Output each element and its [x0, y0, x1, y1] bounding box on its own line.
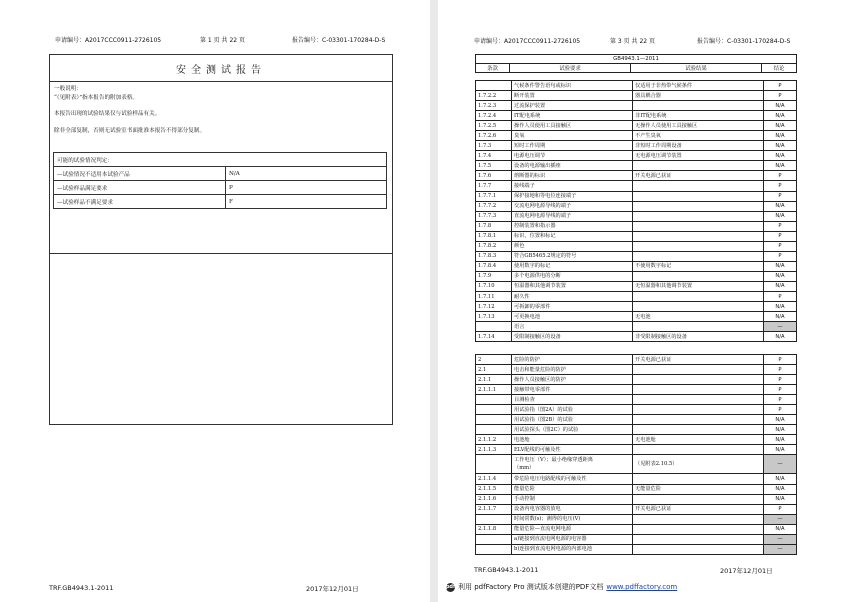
clause-number: 1.7.3 [476, 141, 512, 151]
requirement-text: 恒温器和其他调节装置 [512, 281, 633, 291]
clause-number [476, 514, 512, 524]
report-title: 安全测试报告 [50, 55, 392, 82]
clause-number: 1.7.2.5 [476, 121, 512, 131]
table-row [476, 455, 797, 474]
table-row [476, 251, 797, 261]
clause-number: 1.7.8.1 [476, 231, 512, 241]
result-text [633, 231, 764, 241]
footer-date: 2017年12月01日 [306, 585, 359, 593]
verdict-cell: P [764, 365, 797, 375]
table-row [476, 271, 797, 281]
clause-number [476, 415, 512, 425]
standard-name: GB4943.1—2011 [476, 55, 797, 64]
table-row [54, 181, 387, 195]
result-text [633, 291, 764, 301]
requirement-text: 可更换电池 [512, 312, 633, 322]
table-row [476, 261, 797, 271]
result-text: 器具耦合器 [633, 91, 764, 101]
verdict-cell: P [764, 241, 797, 251]
column-header-verdict: 结论 [762, 64, 797, 73]
clause-number [476, 455, 512, 474]
result-text: 无能量危险 [633, 484, 764, 494]
result-text: 无恒温器和其他调节装置 [633, 281, 764, 291]
table-row [476, 332, 797, 342]
result-text [633, 425, 764, 435]
standard-header-table [475, 54, 797, 73]
requirement-text: 电击和能量危险的防护 [512, 365, 633, 375]
verdict-code: P [226, 181, 387, 195]
pdffactory-logo-icon: pdf [445, 584, 456, 590]
verdict-cell: N/A [764, 312, 797, 322]
clause-number: 1.7.14 [476, 332, 512, 342]
table-row [476, 161, 797, 171]
column-header-requirement: 试验要求 [510, 64, 631, 73]
requirement-text [512, 455, 633, 474]
verdict-cell: N/A [764, 435, 797, 445]
result-text [633, 395, 764, 405]
result-text [633, 544, 764, 554]
result-text [633, 211, 764, 221]
requirement-text: 操作人员接触区的防护 [512, 375, 633, 385]
clause-number [476, 395, 512, 405]
table-row [476, 131, 797, 141]
verdict-cell: N/A [764, 111, 797, 121]
column-header-result: 试验结果 [631, 64, 762, 73]
page-number: 第 1 页 共 22 页 [200, 37, 245, 44]
verdict-cell: N/A [764, 302, 797, 312]
requirement-text: 过流保护装置 [512, 101, 633, 111]
note-line: “（见附表）”指本报告的附加表格。 [54, 94, 139, 101]
requirement-text: 设备内电容器的放电 [512, 504, 633, 514]
verdict-cell: N/A [764, 141, 797, 151]
table-row [476, 302, 797, 312]
requirement-text: 时间常数(s)；测得的电压(V) [512, 514, 633, 524]
table-row [476, 191, 797, 201]
clause-number: 1.7.2.6 [476, 131, 512, 141]
clause-number: 2.1.1.2 [476, 435, 512, 445]
clause-number: 1.7.7.1 [476, 191, 512, 201]
result-text [633, 474, 764, 484]
verdict-code: N/A [226, 167, 387, 181]
result-text [633, 161, 764, 171]
pdffactory-link[interactable]: www.pdffactory.com [606, 583, 678, 591]
verdict-code: F [226, 195, 387, 209]
verdict-cell: N/A [764, 131, 797, 141]
clause-table-1 [475, 80, 797, 342]
requirement-text: 手动控制 [512, 494, 633, 504]
requirement-text: 带危险电压电路配线的可触及性 [512, 474, 633, 484]
clause-number: 1.7.12 [476, 302, 512, 312]
table-row [476, 181, 797, 191]
clause-number: 2.1.1.5 [476, 484, 512, 494]
verdict-cell: N/A [764, 261, 797, 271]
requirement-text: 断开装置 [512, 91, 633, 101]
clause-number: 2.1.1.3 [476, 445, 512, 455]
verdict-cell: P [764, 191, 797, 201]
verdict-cell: P [764, 375, 797, 385]
requirement-text: 受限制接触区的设备 [512, 332, 633, 342]
requirement-text: 电源电压调节 [512, 151, 633, 161]
verdict-legend-table [53, 152, 387, 209]
table-row [476, 312, 797, 322]
requirement-text: 设备的电源输出插座 [512, 161, 633, 171]
result-text [633, 375, 764, 385]
requirement-text: ELV配线的可触及性 [512, 445, 633, 455]
table-row [476, 91, 797, 101]
requirement-text: 气候条件警告语句或标识 [512, 81, 633, 91]
result-text: 开关电源已获证 [633, 504, 764, 514]
verdict-cell: N/A [764, 425, 797, 435]
clause-number: 2.1.1 [476, 375, 512, 385]
requirement-text: 危险的防护 [512, 355, 633, 365]
pdf-watermark-text: 利用 pdfFactory Pro 测试版本创建的PDF文档 [458, 583, 604, 591]
table-row [476, 504, 797, 514]
clause-number: 1.7.13 [476, 312, 512, 322]
result-text [633, 191, 764, 201]
table-row [476, 355, 797, 365]
clause-table-2 [475, 354, 797, 555]
verdict-label: —试验情况不适用本试验产品 [54, 167, 226, 181]
requirement-text: 使用数字的标记 [512, 261, 633, 271]
result-text: 不使用数字标记 [633, 261, 764, 271]
requirement-text: 语言 [512, 322, 633, 332]
clause-number: 1.7.2.4 [476, 111, 512, 121]
result-text [633, 271, 764, 281]
verdict-cell: P [764, 171, 797, 181]
footer-form-code: TRF.GB4943.1-2011 [49, 584, 114, 592]
requirement-text: 耐久性 [512, 291, 633, 301]
clause-number: 1.7.8.4 [476, 261, 512, 271]
application-number: 申请编号：A2017CCC0911-2726105 [55, 37, 162, 44]
table-row [476, 385, 797, 395]
verdict-cell: P [764, 395, 797, 405]
verdict-label: —试验样品满足要求 [54, 181, 226, 195]
table-row [476, 534, 797, 544]
verdict-cell: N/A [764, 332, 797, 342]
clause-number: 1.7.11 [476, 291, 512, 301]
result-text: 无电源电压调节装置 [633, 151, 764, 161]
result-text: 开关电源已获证 [633, 355, 764, 365]
table-row [476, 544, 797, 554]
requirement-text: b)连接到直流电网电源的内部电池 [512, 544, 633, 554]
result-text: 非短时工作周期设备 [633, 141, 764, 151]
table-row [476, 141, 797, 151]
requirement-text: 保护接地和等电位连接端子 [512, 191, 633, 201]
divider [50, 253, 392, 254]
requirement-text: 可拆卸的零部件 [512, 302, 633, 312]
verdict-cell: P [764, 91, 797, 101]
requirement-text: 目测检查 [512, 395, 633, 405]
clause-number: 2.1.1.8 [476, 524, 512, 534]
result-text [633, 251, 764, 261]
verdict-cell: N/A [764, 211, 797, 221]
table-row [476, 211, 797, 221]
verdict-cell: P [764, 231, 797, 241]
result-text [633, 101, 764, 111]
result-text [633, 534, 764, 544]
verdict-cell: N/A [764, 415, 797, 425]
requirement-text: 熔断器的标识 [512, 171, 633, 181]
table-row [476, 474, 797, 484]
table-row [476, 435, 797, 445]
verdict-cell: N/A [764, 201, 797, 211]
table-row [476, 484, 797, 494]
table-row [476, 171, 797, 181]
table-row [476, 375, 797, 385]
clause-number: 1.7.10 [476, 281, 512, 291]
result-text [633, 302, 764, 312]
requirement-line: （mm） [514, 465, 535, 472]
clause-number: 1.7.8.3 [476, 251, 512, 261]
table-row [476, 151, 797, 161]
verdict-cell: P [764, 405, 797, 415]
result-text [633, 322, 764, 332]
verdict-label: —试验样品不满足要求 [54, 195, 226, 209]
clause-number [476, 322, 512, 332]
verdict-cell: N/A [764, 524, 797, 534]
verdict-cell: N/A [764, 281, 797, 291]
verdict-cell: P [764, 181, 797, 191]
pdf-watermark-bar [446, 582, 677, 592]
table-row [476, 241, 797, 251]
requirement-text: 直流电网电源导线的端子 [512, 211, 633, 221]
clause-number: 1.7.4 [476, 151, 512, 161]
requirement-text: 短时工作周期 [512, 141, 633, 151]
clause-number: 2 [476, 355, 512, 365]
report-frame [49, 54, 393, 425]
report-page-3 [438, 0, 855, 602]
table-row [476, 365, 797, 375]
requirement-text: 接线端子 [512, 181, 633, 191]
requirement-text: 接触带电零部件 [512, 385, 633, 395]
verdict-cell: N/A [764, 484, 797, 494]
clause-number: 1.7.6 [476, 171, 512, 181]
clause-number [476, 405, 512, 415]
result-text [633, 405, 764, 415]
table-row [476, 201, 797, 211]
clause-number: 1.7.2.2 [476, 91, 512, 101]
result-text [633, 241, 764, 251]
result-text: 开关电源已获证 [633, 171, 764, 181]
clause-number: 2.1.1.6 [476, 494, 512, 504]
requirement-text: IT配电系统 [512, 111, 633, 121]
clause-number: 1.7.2.3 [476, 101, 512, 111]
verdict-cell: P [764, 251, 797, 261]
table-row [476, 111, 797, 121]
clause-number [476, 534, 512, 544]
clause-number: 1.7.7 [476, 181, 512, 191]
verdict-cell: N/A [764, 161, 797, 171]
table-row [54, 195, 387, 209]
requirement-text: 交流电网电源导线的端子 [512, 201, 633, 211]
clause-number [476, 544, 512, 554]
verdict-cell: — [764, 514, 797, 524]
table-row [476, 415, 797, 425]
table-row [476, 231, 797, 241]
table-row [476, 291, 797, 301]
verdict-cell: — [764, 534, 797, 544]
general-notes [54, 85, 205, 135]
requirement-text: 能量危险—直流电网电源 [512, 524, 633, 534]
table-row [54, 167, 387, 181]
table-row [476, 221, 797, 231]
verdict-cell: — [764, 322, 797, 332]
table-row [476, 281, 797, 291]
clause-number [476, 425, 512, 435]
result-text: 无操作人员使用工具接触区 [633, 121, 764, 131]
application-number: 申请编号：A2017CCC0911-2726105 [474, 38, 581, 45]
table-row [476, 445, 797, 455]
requirement-text: 臭氧 [512, 131, 633, 141]
table-row [476, 322, 797, 332]
footer-date: 2017年12月01日 [720, 567, 773, 575]
clause-number: 1.7.7.3 [476, 211, 512, 221]
result-text: 无电池舱 [633, 435, 764, 445]
report-number: 报告编号：C-03301-170284-D-S [697, 38, 791, 45]
clause-number: 1.7.8 [476, 221, 512, 231]
table-row [476, 121, 797, 131]
result-text: 不产生臭氧 [633, 131, 764, 141]
table-row [476, 405, 797, 415]
requirement-text: 操作人员使用工具接触区 [512, 121, 633, 131]
verdict-heading: 可能的试验情况判定： [54, 153, 387, 167]
verdict-cell: N/A [764, 494, 797, 504]
result-text: 非受限制接触区的设备 [633, 332, 764, 342]
clause-number: 1.7.5 [476, 161, 512, 171]
clause-number [476, 81, 512, 91]
verdict-cell: N/A [764, 121, 797, 131]
requirement-text: 标识，位置和标记 [512, 231, 633, 241]
verdict-cell: P [764, 504, 797, 514]
clause-number: 2.1.1.7 [476, 504, 512, 514]
requirement-text: 电池舱 [512, 435, 633, 445]
requirement-text: a)链接到直流电网电源的电容器 [512, 534, 633, 544]
report-number: 报告编号：C-03301-170284-D-S [292, 37, 386, 44]
verdict-cell: — [764, 544, 797, 554]
result-text [633, 221, 764, 231]
clause-number: 2.1 [476, 365, 512, 375]
verdict-cell: P [764, 385, 797, 395]
verdict-cell: — [764, 455, 797, 474]
clause-number: 2.1.1.1 [476, 385, 512, 395]
requirement-text: 用试验指（图2A）的试验 [512, 405, 633, 415]
result-text: 仅适用于非热带气候条件 [633, 81, 764, 91]
requirement-text: 用试验探头（图2C）的试验 [512, 425, 633, 435]
table-row [476, 425, 797, 435]
result-text [633, 365, 764, 375]
result-text [633, 524, 764, 534]
verdict-cell: N/A [764, 101, 797, 111]
result-text [633, 385, 764, 395]
result-text: 无电池 [633, 312, 764, 322]
requirement-line: 工作电压（V）；最小绝缘穿透距离 [514, 457, 593, 464]
requirement-text: 能量危险 [512, 484, 633, 494]
result-text [633, 494, 764, 504]
result-text [633, 415, 764, 425]
column-header-clause: 条款 [476, 64, 510, 73]
verdict-cell: P [764, 355, 797, 365]
result-text [633, 514, 764, 524]
result-text [633, 181, 764, 191]
table-row [476, 494, 797, 504]
page-number: 第 3 页 共 22 页 [610, 38, 655, 45]
table-row [476, 395, 797, 405]
table-row [476, 81, 797, 91]
table-row [476, 524, 797, 534]
verdict-cell: P [764, 221, 797, 231]
clause-number: 1.7.9 [476, 271, 512, 281]
clause-number: 1.7.7.2 [476, 201, 512, 211]
verdict-cell: N/A [764, 445, 797, 455]
verdict-cell: N/A [764, 151, 797, 161]
notes-heading: 一般说明： [54, 86, 82, 92]
note-line: 本报告出现的试验结果仅与试验样品有关。 [54, 111, 161, 117]
result-text [633, 201, 764, 211]
requirement-text: 用试验指（图2B）的试验 [512, 415, 633, 425]
clause-number: 1.7.8.2 [476, 241, 512, 251]
verdict-cell: P [764, 81, 797, 91]
result-text [633, 445, 764, 455]
requirement-text: 符合GB5465.2规定的符号 [512, 251, 633, 261]
verdict-cell: N/A [764, 474, 797, 484]
requirement-text: 控制装置和指示器 [512, 221, 633, 231]
requirement-text: 多个电源供电的分断 [512, 271, 633, 281]
table-row [476, 514, 797, 524]
result-text: 非IT配电系统 [633, 111, 764, 121]
verdict-cell: N/A [764, 271, 797, 281]
result-text: （见附表2.10.5） [633, 455, 764, 474]
verdict-cell: P [764, 291, 797, 301]
requirement-text: 颜色 [512, 241, 633, 251]
note-line: 除非全部复制，否则无试验室书面批准本报告不得部分复制。 [54, 127, 206, 134]
footer-form-code: TRF.GB4943.1-2011 [474, 566, 539, 574]
table-row [476, 101, 797, 111]
clause-number: 2.1.1.4 [476, 474, 512, 484]
